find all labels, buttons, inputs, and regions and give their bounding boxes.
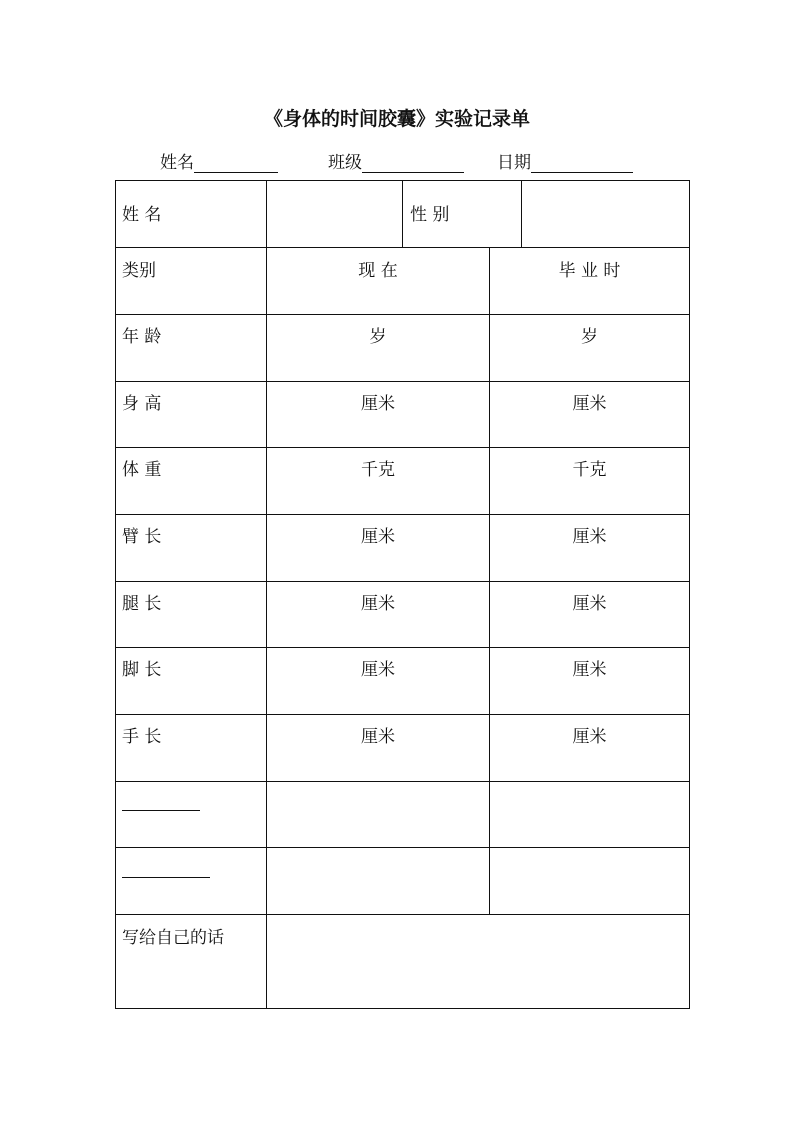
row-label-leg: 腿 长 <box>122 594 162 614</box>
custom-item-blank-1[interactable] <box>122 810 200 811</box>
name-row-label: 姓 名 <box>122 205 162 225</box>
unit-now-age: 岁 <box>369 327 387 347</box>
message-label: 写给自己的话 <box>122 928 224 948</box>
row-label-hand: 手 长 <box>122 727 162 747</box>
unit-grad-height: 厘米 <box>572 394 607 414</box>
unit-grad-arm: 厘米 <box>572 527 607 547</box>
page-title: 《身体的时间胶囊》实验记录单 <box>263 108 530 130</box>
custom-item-blank-2[interactable] <box>122 877 210 878</box>
unit-grad-foot: 厘米 <box>572 660 607 680</box>
now-header: 现 在 <box>358 261 398 281</box>
unit-now-arm: 厘米 <box>361 527 395 547</box>
unit-now-hand: 厘米 <box>361 727 395 747</box>
unit-now-weight: 千克 <box>361 460 395 480</box>
unit-now-height: 厘米 <box>361 394 395 414</box>
row-label-age: 年 龄 <box>122 327 162 347</box>
unit-grad-weight: 千克 <box>572 460 607 480</box>
category-header: 类别 <box>122 261 156 281</box>
unit-grad-leg: 厘米 <box>572 594 607 614</box>
graduation-header: 毕 业 时 <box>558 261 621 281</box>
row-label-arm: 臂 长 <box>122 527 162 547</box>
row-label-foot: 脚 长 <box>122 660 162 680</box>
gender-label: 性 别 <box>410 205 450 225</box>
unit-now-leg: 厘米 <box>361 594 395 614</box>
unit-grad-hand: 厘米 <box>572 727 607 747</box>
class-label: 班级 <box>328 153 362 173</box>
unit-now-foot: 厘米 <box>361 660 395 680</box>
date-label: 日期 <box>497 153 531 173</box>
student-name-label: 姓名 <box>160 153 194 173</box>
row-label-weight: 体 重 <box>122 460 162 480</box>
row-label-height: 身 高 <box>122 394 162 414</box>
unit-grad-age: 岁 <box>581 327 598 347</box>
